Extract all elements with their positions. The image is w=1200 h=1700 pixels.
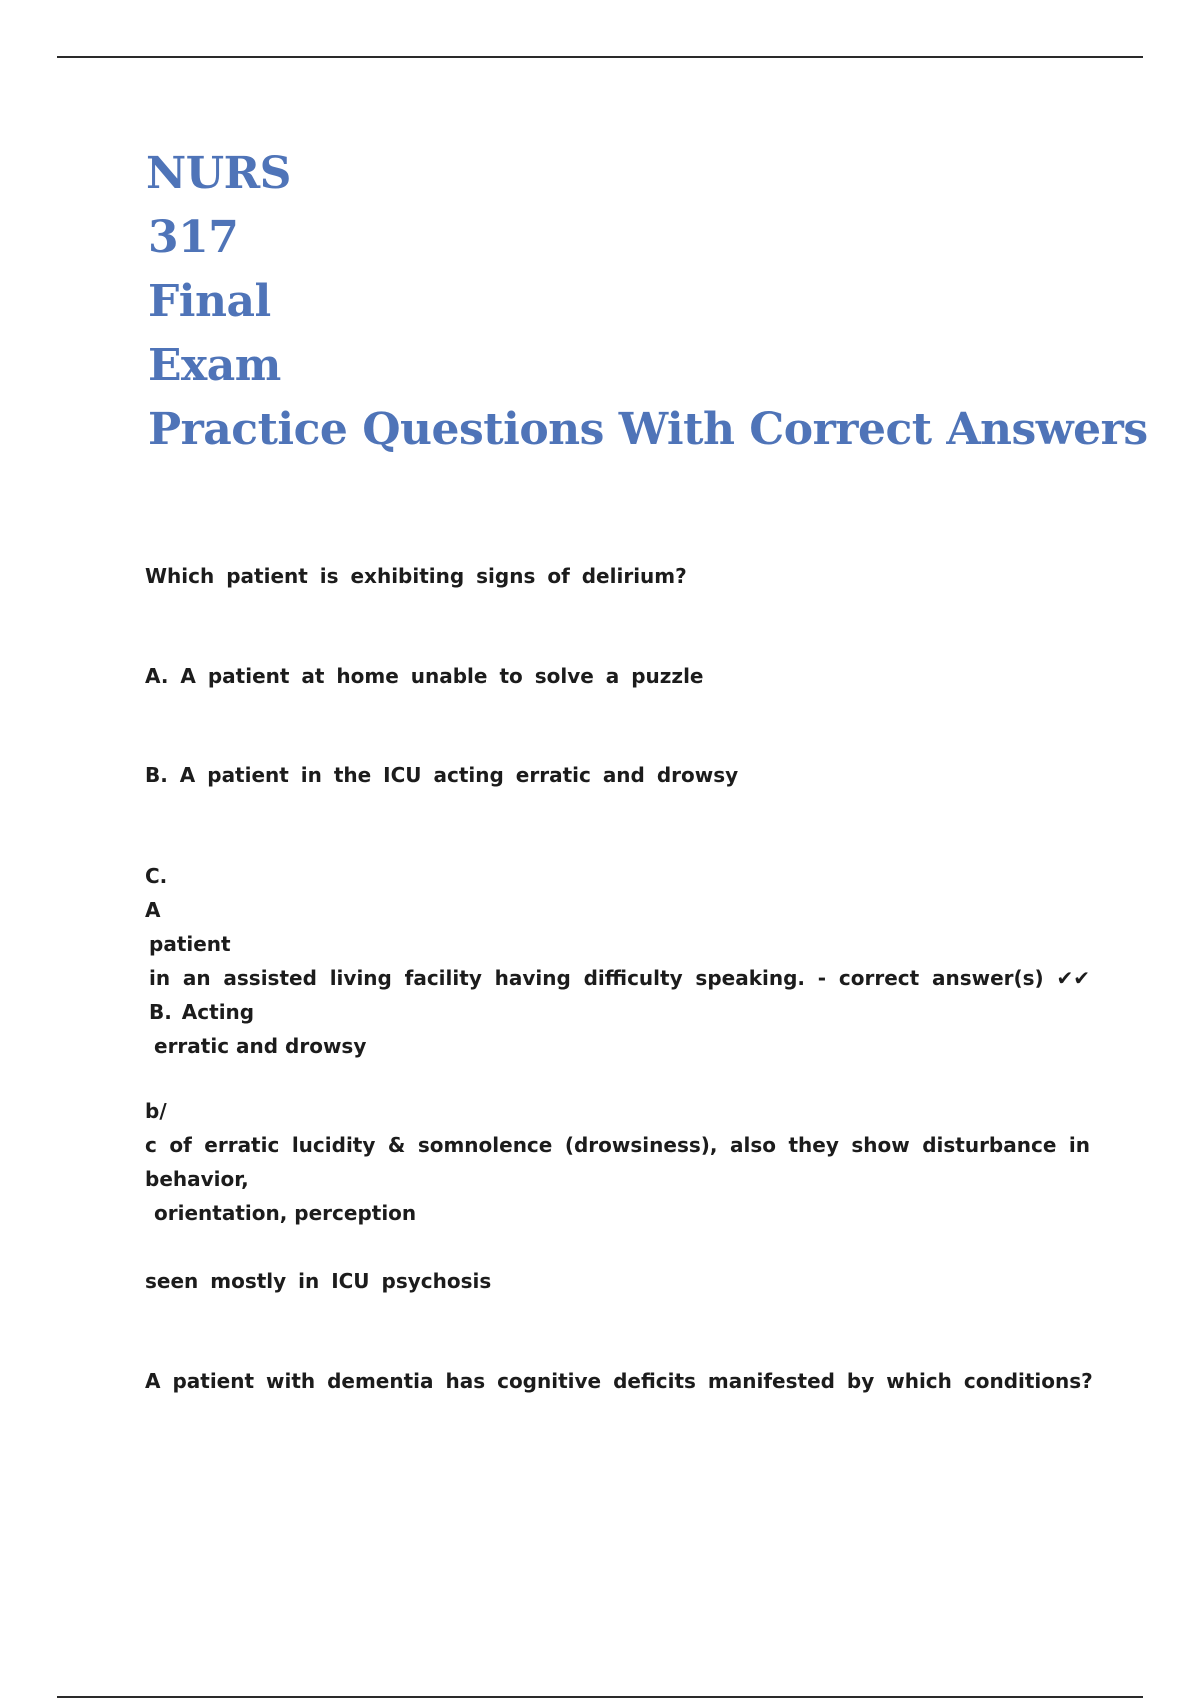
title-line-exam: Exam <box>148 340 281 391</box>
question-1-option-c <box>145 859 1090 1063</box>
header-rule <box>57 56 1143 58</box>
question-2-text: A patient with dementia has cognitive deficits manifested by which conditions? <box>145 1369 1093 1393</box>
option-c-word-patient: patient <box>149 932 231 956</box>
title-line-final: Final <box>148 276 271 327</box>
document-title <box>146 142 1148 462</box>
question-1-option-a: A. A patient at home unable to solve a puzzle <box>145 664 704 688</box>
title-line-number: 317 <box>148 212 239 263</box>
option-c-answer-line: in an assisted living facility having difficulty speaking. - correct answer(s) ✔✔ B. Acting <box>149 966 1090 1024</box>
option-c-letter: C. <box>145 864 168 888</box>
rationale-line-1: b/ <box>145 1099 167 1123</box>
option-c-answer-continuation: erratic and drowsy <box>154 1034 367 1058</box>
footer-rule <box>57 1696 1143 1698</box>
question-1-rationale <box>145 1094 1090 1230</box>
title-line-course: NURS <box>146 148 291 199</box>
option-c-word-a: A <box>145 898 161 922</box>
question-1-option-b: B. A patient in the ICU acting erratic and drowsy <box>145 763 739 787</box>
title-line-subtitle: Practice Questions With Correct Answers <box>148 404 1148 455</box>
question-1-note: seen mostly in ICU psychosis <box>145 1269 492 1293</box>
rationale-line-3: orientation, perception <box>154 1201 417 1225</box>
question-1-text: Which patient is exhibiting signs of delirium? <box>145 564 687 588</box>
rationale-line-2: c of erratic lucidity & somnolence (drowsiness), also they show disturbance in behavior, <box>145 1133 1090 1191</box>
